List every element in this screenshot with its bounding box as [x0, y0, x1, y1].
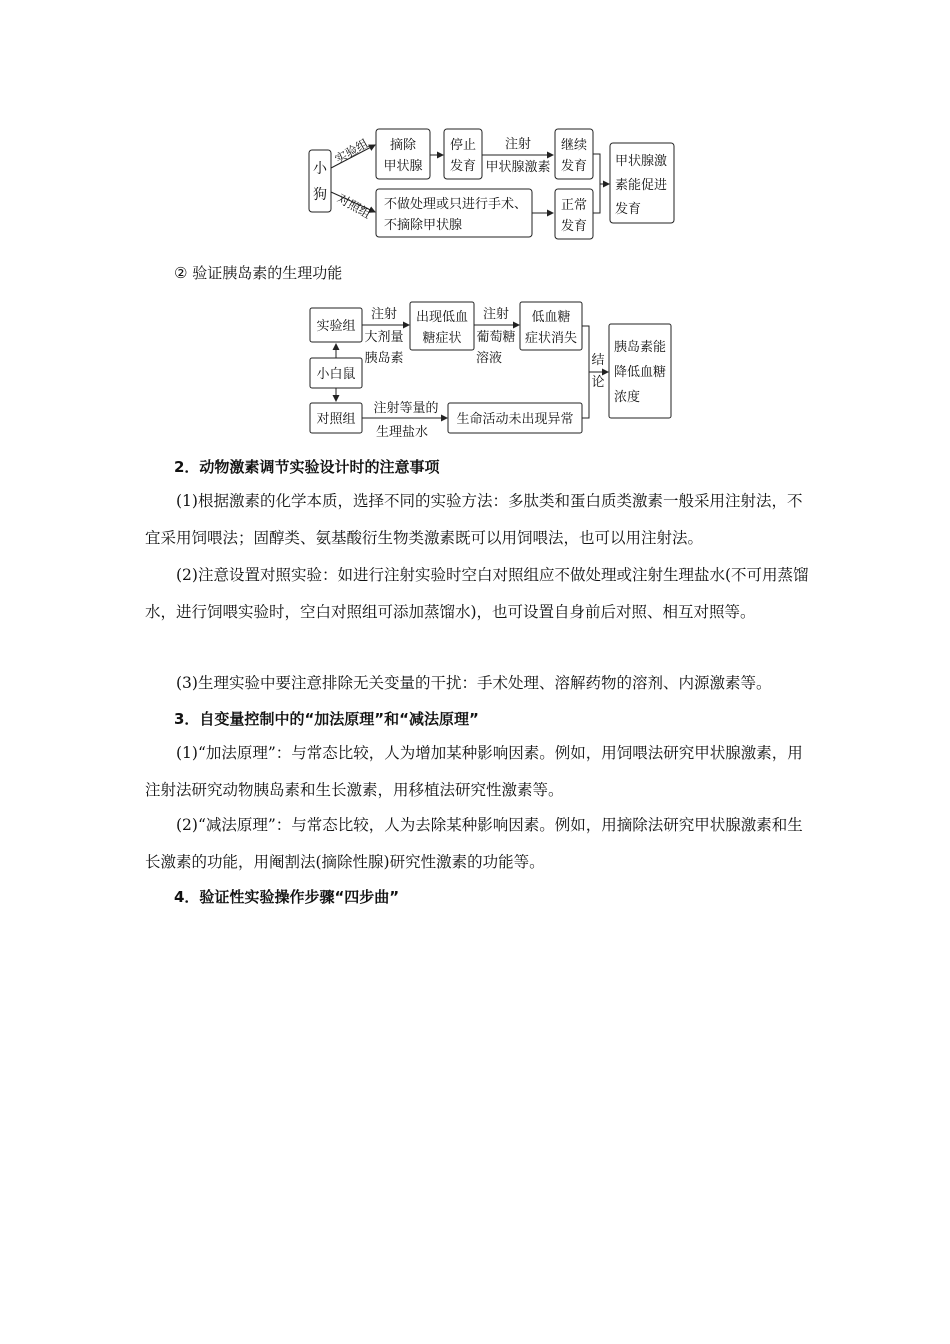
- conclusion2-l3: 浓度: [614, 390, 641, 405]
- dog-char-2: 狗: [313, 187, 327, 203]
- conclusion-label-1: 结: [591, 353, 605, 368]
- inject2-l3: 溶液: [475, 351, 503, 366]
- conclusion-label-2: 论: [591, 375, 605, 390]
- control-group-label: 对照组: [316, 412, 356, 427]
- insulin-experiment-diagram: [310, 302, 671, 440]
- stop-growth-l1: 停止: [449, 138, 477, 153]
- continue-growth-l2: 发育: [560, 159, 588, 174]
- heading-precautions: 2．动物激素调节实验设计时的注意事项: [174, 458, 440, 476]
- control-treatment-l2: 不摘除甲状腺: [384, 218, 463, 233]
- inject-label-1: 注射: [504, 137, 532, 152]
- stop-growth-l2: 发育: [449, 159, 477, 174]
- mouse-label: 小白鼠: [316, 367, 356, 382]
- conclusion2-l2: 降低血糖: [614, 365, 667, 380]
- inject-label-2: 甲状腺激素: [485, 160, 551, 175]
- label-experimental-group: 实验组: [332, 136, 371, 167]
- remove-thyroid-l2: 甲状腺: [383, 159, 423, 174]
- inject3-l2: 生理盐水: [375, 425, 429, 440]
- heading-four-steps: 4．验证性实验操作步骤“四步曲”: [174, 888, 400, 906]
- bracket-1: [593, 154, 600, 213]
- inject2-l1: 注射: [482, 307, 510, 322]
- conclusion1-l2: 素能促进: [615, 178, 668, 193]
- paragraph-2: (2)注意设置对照实验：如进行注射实验时空白对照组应不做处理或注射生理盐水(不可用蒸馏水，进行饲喂实验时，空白对照组可添加蒸馏水)，也可设置自身前后对照、相互对照等。: [145, 566, 809, 621]
- symptom-relief-l2: 症状消失: [524, 331, 578, 346]
- normal-activity-label: 生命活动未出现异常: [456, 412, 574, 427]
- label-control-group: 对照组: [335, 191, 374, 222]
- dog-char-1: 小: [313, 161, 327, 177]
- hypoglycemia-l1: 出现低血: [415, 310, 469, 325]
- heading-principles: 3．自变量控制中的“加法原理”和“减法原理”: [174, 710, 479, 728]
- thyroid-experiment-diagram: [309, 129, 674, 239]
- section-title-insulin: ② 验证胰岛素的生理功能: [174, 264, 343, 282]
- inject1-l1: 注射: [370, 307, 398, 322]
- conclusion1-l3: 发育: [615, 202, 642, 217]
- inject3-l1: 注射等量的: [373, 401, 439, 416]
- hypoglycemia-l2: 糖症状: [422, 331, 462, 346]
- paragraph-4: (1)“加法原理”：与常态比较，人为增加某种影响因素。例如，用饲喂法研究甲状腺激素，用注射法研究动物胰岛素和生长激素，用移植法研究性激素等。: [145, 744, 803, 799]
- control-treatment-l1: 不做处理或只进行手术、: [384, 197, 528, 212]
- experimental-group-label: 实验组: [316, 319, 356, 334]
- normal-growth-l1: 正常: [560, 198, 588, 213]
- inject1-l2: 大剂量: [364, 330, 404, 345]
- conclusion2-l1: 胰岛素能: [614, 340, 667, 355]
- remove-thyroid-l1: 摘除: [389, 138, 417, 153]
- paragraph-1: (1)根据激素的化学本质，选择不同的实验方法：多肽类和蛋白质类激素一般采用注射法，不宜采用饲喂法；固醇类、氨基酸衍生物类激素既可以用饲喂法，也可以用注射法。: [145, 492, 803, 547]
- inject1-l3: 胰岛素: [364, 351, 404, 366]
- symptom-relief-l1: 低血糖: [531, 310, 571, 325]
- conclusion1-l1: 甲状腺激: [615, 154, 668, 169]
- paragraph-5: (2)“减法原理”：与常态比较，人为去除某种影响因素。例如，用摘除法研究甲状腺激素和生长激素的功能，用阉割法(摘除性腺)研究性激素的功能等。: [145, 816, 803, 871]
- bracket-2: [582, 326, 589, 418]
- inject2-l2: 葡萄糖: [476, 330, 516, 345]
- continue-growth-l1: 继续: [560, 138, 588, 153]
- normal-growth-l2: 发育: [560, 219, 588, 234]
- paragraph-3: (3)生理实验中要注意排除无关变量的干扰：手术处理、溶解药物的溶剂、内源激素等。: [176, 674, 772, 692]
